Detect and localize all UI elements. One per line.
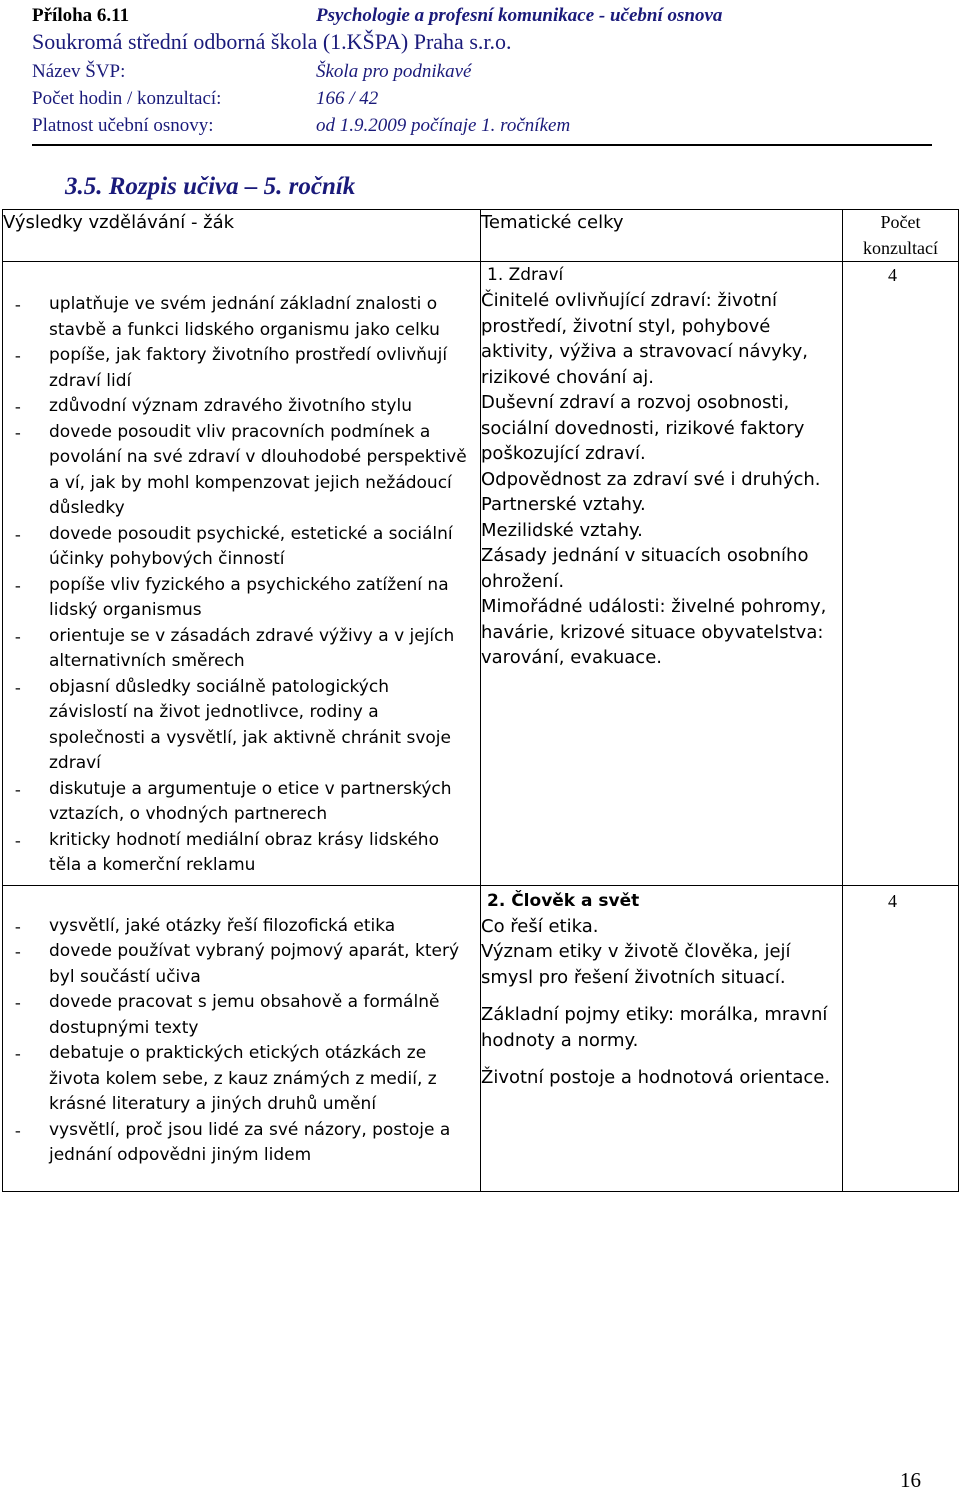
block-2-hours-cell — [843, 885, 959, 914]
block-title: 2. Člověk a svět — [487, 890, 640, 911]
block-hours: 4 — [888, 265, 897, 285]
page-number: 16 — [900, 1468, 921, 1492]
block-2-content-row — [3, 914, 959, 1192]
topic-item: Mimořádné události: živelné pohromy, havárie, krizové situace obyvatelstva: varování, evakuace. — [481, 596, 827, 668]
list-item: - objasní důsledky sociálně patologických závislostí na život jednotlivce, rodiny a společnosti a vysvětlí, jak aktivně chránit svoje zdraví — [13, 675, 472, 777]
list-item: - popíše vliv fyzického a psychického zatížení na lidský organismus — [13, 573, 472, 624]
topic-item: Význam etiky v životě člověka, její smysl pro řešení životních situací. — [481, 941, 791, 988]
topic-item: Základní pojmy etiky: morálka, mravní hodnoty a normy. — [481, 1004, 828, 1051]
list-item: - vysvětlí, proč jsou lidé za své názory, postoje a jednání odpovědni jiným lidem — [13, 1118, 472, 1169]
section-title: 3.5. Rozpis učiva – 5. ročník — [65, 173, 356, 200]
list-item: - vysvětlí, jaké otázky řeší filozofická etika — [13, 914, 472, 940]
svp-label: Název ŠVP: — [32, 61, 126, 82]
block-2-title-cell — [481, 885, 843, 914]
header-topics: Tematické celky — [481, 210, 843, 262]
topic-item: Zásady jednání v situacích osobního ohrožení. — [481, 545, 809, 592]
header-hours: Počet konzultací — [843, 210, 959, 262]
block-2-title-row — [3, 885, 959, 914]
header-outcomes: Výsledky vzdělávání - žák — [3, 210, 481, 262]
topic-item: Činitelé ovlivňující zdraví: životní prostředí, životní styl, pohybové aktivity, výživa a stravovací návyky, rizikové chování aj. — [481, 290, 808, 388]
block-1-hours-empty — [843, 288, 959, 885]
list-item: - popíše, jak faktory životního prostředí ovlivňují zdraví lidí — [13, 343, 472, 394]
topic-item: Životní postoje a hodnotová orientace. — [481, 1067, 831, 1088]
block-1-outcomes — [3, 288, 481, 885]
annex-label: Příloha 6.11 — [32, 5, 130, 26]
curriculum-table — [2, 209, 959, 1192]
annex-title: Psychologie a profesní komunikace - učební osnova — [316, 5, 723, 26]
block-1-hours-cell — [843, 262, 959, 289]
table-header-row — [3, 210, 959, 262]
header-rule — [32, 144, 932, 146]
topic-item: Partnerské vztahy. — [481, 494, 646, 515]
block-1-topics — [481, 288, 843, 885]
block-2-hours-empty — [843, 914, 959, 1192]
list-item: - dovede posoudit psychické, estetické a sociální účinky pohybových činností — [13, 522, 472, 573]
list-item: - diskutuje a argumentuje o etice v partnerských vztazích, o vhodných partnerech — [13, 777, 472, 828]
block-2-outcomes — [3, 914, 481, 1192]
list-item: - uplatňuje ve svém jednání základní znalosti o stavbě a funkci lidského organismu jako celku — [13, 292, 472, 343]
svp-line — [32, 60, 472, 84]
block-2-topics — [481, 914, 843, 1192]
validity-line — [32, 114, 571, 138]
hours-value: 166 / 42 — [316, 88, 379, 109]
block-1-content-row — [3, 288, 959, 885]
school-name: Soukromá střední odborná škola (1.KŠPA) Praha s.r.o. — [32, 29, 512, 54]
list-item: - orientuje se v zásadách zdravé výživy a v jejích alternativních směrech — [13, 624, 472, 675]
hours-line — [32, 87, 379, 111]
list-item: - zdůvodní význam zdravého životního stylu — [13, 394, 472, 420]
topic-item: Duševní zdraví a rozvoj osobnosti, sociální dovednosti, rizikové faktory poškozující zdraví. — [481, 392, 805, 464]
annex-line — [32, 4, 723, 28]
list-item: - dovede pracovat s jemu obsahově a formálně dostupnými texty — [13, 990, 472, 1041]
topic-item: Co řeší etika. — [481, 915, 599, 937]
block-1-title-spacer — [3, 262, 481, 289]
validity-value: od 1.9.2009 počínaje 1. ročníkem — [316, 115, 571, 136]
topic-item: Odpovědnost za zdraví své i druhých. — [481, 468, 821, 490]
hours-label: Počet hodin / konzultací: — [32, 88, 222, 109]
list-item: - dovede posoudit vliv pracovních podmínek a povolání na své zdraví v dlouhodobé perspektivě a ví, jak by mohl kompenzovat jejich nežádoucí důsledky — [13, 420, 472, 522]
block-hours: 4 — [888, 890, 897, 911]
list-item: - debatuje o praktických etických otázkách ze života kolem sebe, z kauz známých z medií, z krásné literatury a jiných druhů umění — [13, 1041, 472, 1118]
list-item: - dovede používat vybraný pojmový aparát, který byl součástí učiva — [13, 939, 472, 990]
block-1-title-row — [3, 262, 959, 289]
validity-label: Platnost učební osnovy: — [32, 115, 214, 136]
block-title: 1. Zdraví — [487, 265, 564, 285]
block-2-title-spacer — [3, 885, 481, 914]
topic-item: Mezilidské vztahy. — [481, 519, 643, 541]
list-item: - kriticky hodnotí mediální obraz krásy lidského těla a komerční reklamu — [13, 828, 472, 879]
svp-value: Škola pro podnikavé — [316, 61, 472, 82]
block-1-title-cell — [481, 262, 843, 289]
